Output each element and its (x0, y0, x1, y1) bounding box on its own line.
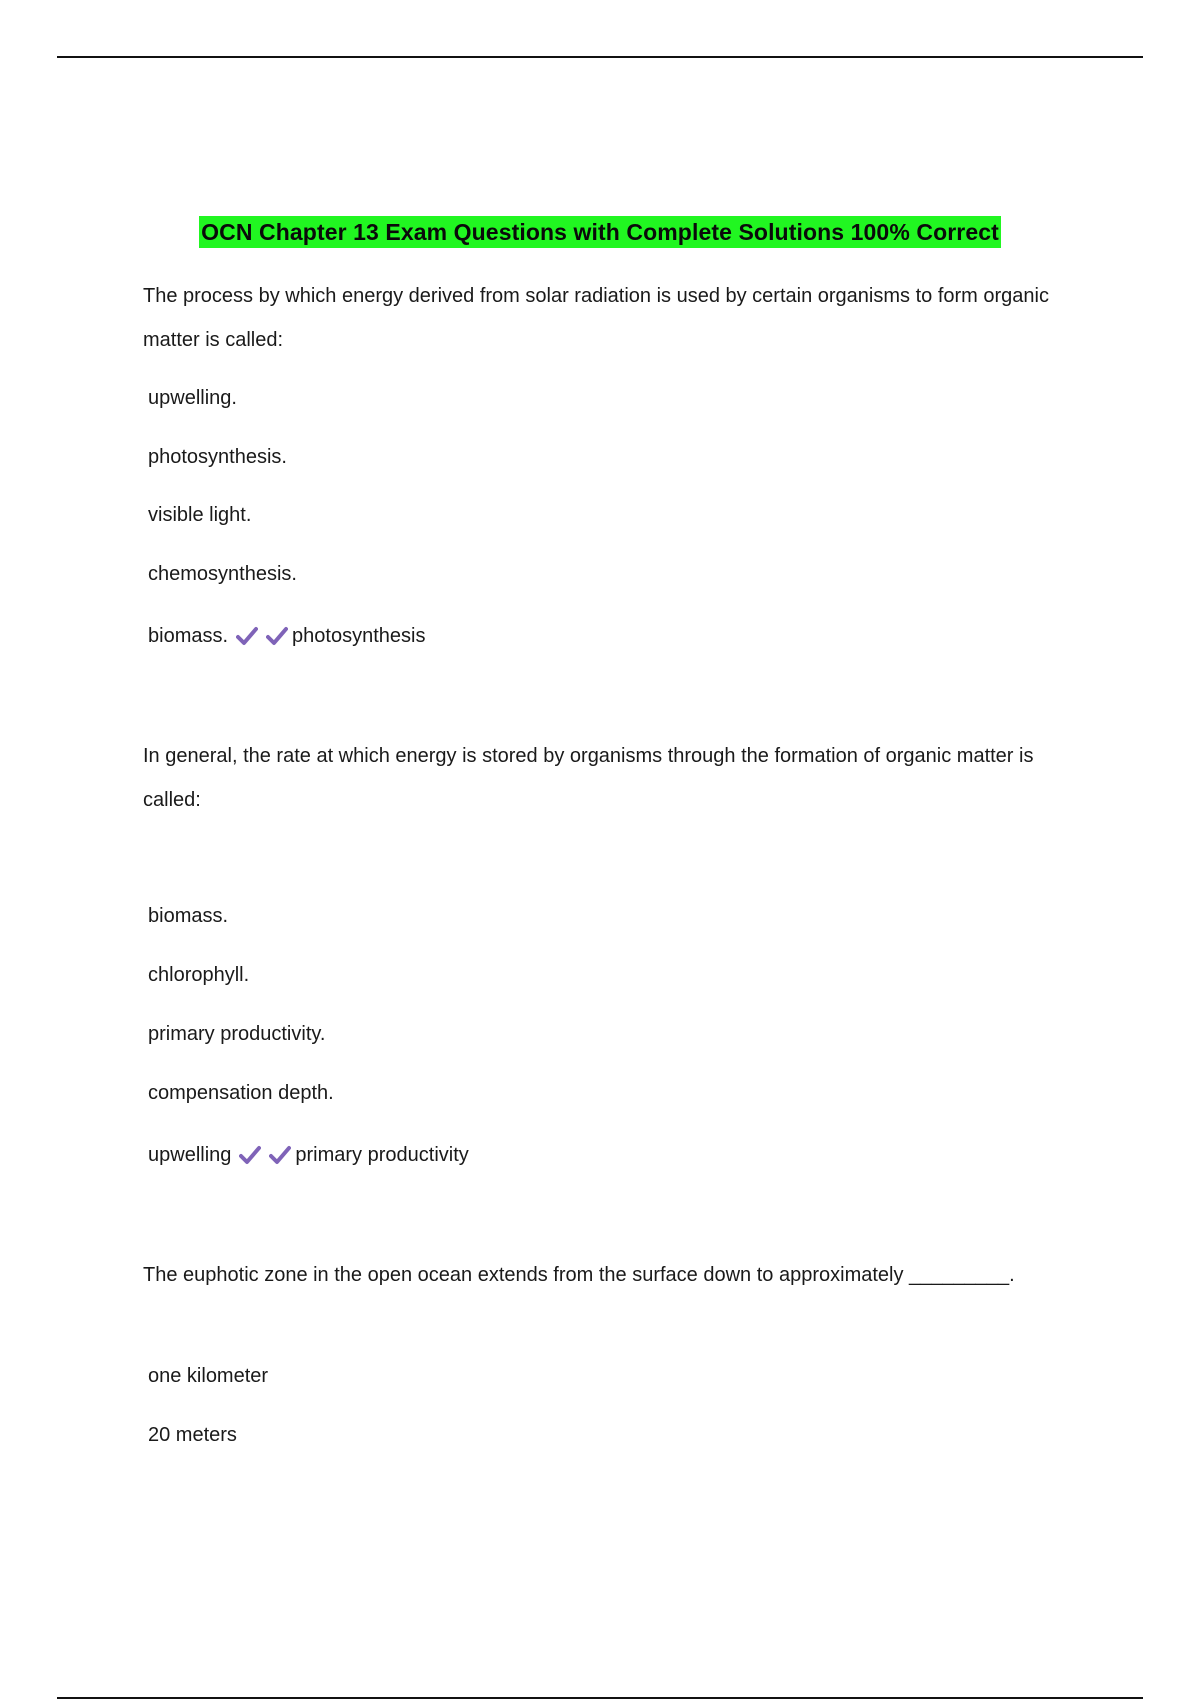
footer-rule (57, 1697, 1143, 1699)
check-icon (266, 626, 288, 646)
title-container (0, 216, 1200, 248)
check-icon (269, 1145, 291, 1165)
question-prompt: The euphotic zone in the open ocean extends from the surface down to approximately _________. (143, 1264, 1015, 1286)
document-title: OCN Chapter 13 Exam Questions with Complete Solutions 100% Correct (199, 216, 1001, 248)
answer-option: chemosynthesis. (148, 563, 297, 585)
answer-option-label: biomass. (148, 625, 229, 647)
answer-option: photosynthesis. (148, 446, 287, 468)
answer-option: upwelling. (148, 387, 237, 409)
answer-option-label: upwelling (148, 1144, 232, 1166)
correct-answer: primary productivity (295, 1144, 469, 1166)
answer-option: primary productivity. (148, 1023, 326, 1045)
answer-option: one kilometer (148, 1365, 269, 1387)
answer-option: compensation depth. (148, 1082, 334, 1104)
question-prompt: The process by which energy derived from solar radiation is used by certain organisms to form organic matter is called: (143, 285, 1049, 351)
check-icon (239, 1145, 261, 1165)
answer-option: biomass. (148, 905, 229, 927)
header-rule (57, 56, 1143, 58)
question-prompt: In general, the rate at which energy is stored by organisms through the formation of organic matter is called: (143, 745, 1034, 811)
answer-option: chlorophyll. (148, 964, 250, 986)
correct-answer: photosynthesis (292, 625, 426, 647)
answer-option-with-key (148, 622, 425, 650)
answer-option: 20 meters (148, 1424, 237, 1446)
answer-option-with-key (148, 1141, 469, 1169)
answer-option: visible light. (148, 504, 252, 526)
check-icon (236, 626, 258, 646)
